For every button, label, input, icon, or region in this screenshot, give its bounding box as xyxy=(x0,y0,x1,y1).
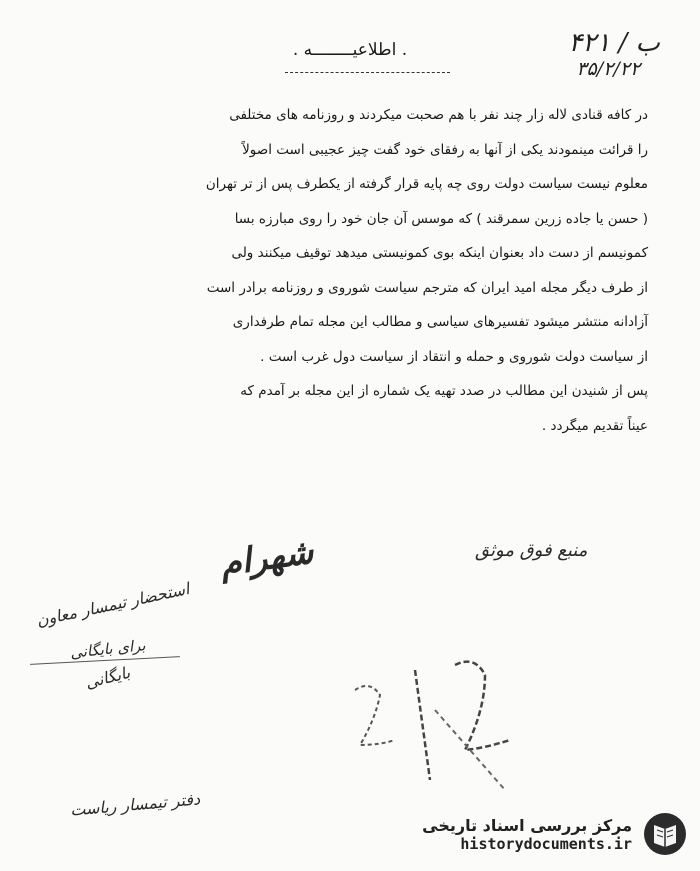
watermark-text xyxy=(422,816,632,853)
body-line: کمونیسم از دست داد بعنوان اینکه بوی کمونیستی میدهد توقیف میکنند ولی xyxy=(231,245,648,261)
document-title: . اطلاعیــــــــه . xyxy=(292,40,408,60)
title-underline xyxy=(285,72,450,73)
handwritten-stamp-number xyxy=(335,650,525,800)
watermark-site: historydocuments.ir xyxy=(460,834,632,853)
body-line: معلوم نیست سیاست دولت روی چه پایه قرار گرفته از یکطرف پس از تر تهران xyxy=(205,176,648,192)
margin-note: استحضار تیمسار معاون xyxy=(34,579,191,630)
body-line: آزادانه منتشر میشود تفسیرهای سیاسی و مطالب این مجله تمام طرفداری xyxy=(232,314,648,330)
body-line: از طرف دیگر مجله امید ایران که مترجم سیاست شوروی و روزنامه برادر است xyxy=(206,279,648,296)
book-emblem-icon xyxy=(642,811,688,857)
reference-id: ۴۲۱ / ب xyxy=(568,28,660,58)
body-line: عیناً تقدیم میگردد . xyxy=(541,417,648,434)
body-line: در کافه قنادی لاله زار چند نفر با هم صحبت میکردند و روزنامه های مختلفی xyxy=(229,107,648,123)
signature: شهرام xyxy=(217,531,316,585)
source-note: منبع فوق موثق xyxy=(475,540,588,561)
body-line: را قرائت مینمودند یکی از آنها به رفقای خود گفت چیز عجیبی است اصولاً xyxy=(242,141,648,158)
reference-date: ۳۵/۲/۲۲ xyxy=(576,58,641,80)
margin-note: دفتر تیمسار ریاست xyxy=(69,789,201,820)
document-body xyxy=(48,98,648,443)
margin-note: بایگانی xyxy=(83,662,132,693)
body-line: ( حسن یا جاده زرین سمرقند ) که موسس آن جان خود را روی مبارزه بسا xyxy=(234,210,648,227)
margin-note: برای بایگانی xyxy=(69,636,147,662)
body-line: از سیاست دولت شوروی و حمله و انتقاد از سیاست دول غرب است . xyxy=(260,348,648,365)
body-line: پس از شنیدن این مطالب در صدد تهیه یک شماره از این مجله بر آمدم که xyxy=(240,383,648,399)
archive-watermark xyxy=(422,811,688,857)
watermark-title: مرکز بررسی اسناد تاریخی xyxy=(422,815,632,835)
